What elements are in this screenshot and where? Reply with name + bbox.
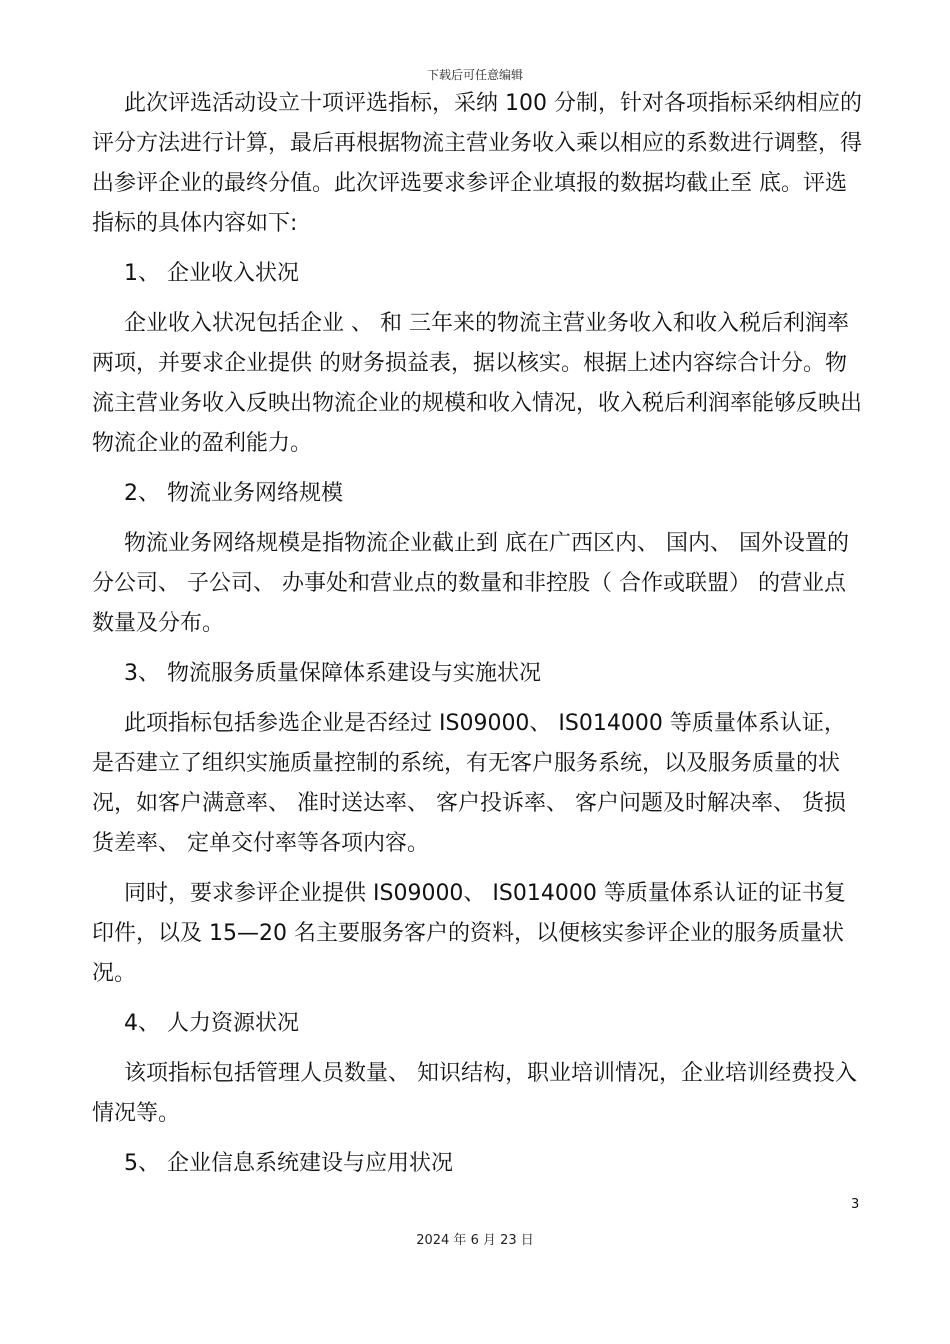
paragraph: 该项指标包括管理人员数量、 知识结构，职业培训情况，企业培训经费投入情况等。 <box>92 1061 857 1126</box>
page-footer-date: 2024 年 6 月 23 日 <box>416 1233 534 1248</box>
section-heading: 4、 人力资源状况 <box>124 1011 299 1036</box>
section-heading: 2、 物流业务网络规模 <box>124 481 343 506</box>
page-header: 下载后可任意编辑 <box>426 68 523 82</box>
section-heading: 1、 企业收入状况 <box>124 261 299 286</box>
section-heading: 5、 企业信息系统建设与应用状况 <box>124 1151 453 1176</box>
paragraph: 此次评选活动设立十项评选指标，采纳 100 分制，针对各项指标采纳相应的评分方法进行计算，最后再根据物流主营业务收入乘以相应的系数进行调整，得出参评企业的最终分值。此次评选要求参评企业填报的数据均截止至 底。评选指标的具体内容如下: <box>92 91 863 236</box>
paragraph: 物流业务网络规模是指物流企业截止到 底在广西区内、 国内、 国外设置的分公司、 子公司、 办事处和营业点的数量和非控股（ 合作或联盟） 的营业点数量及分布。 <box>92 531 849 636</box>
paragraph: 此项指标包括参选企业是否经过 IS09000、 IS014000 等质量体系认证，是否建立了组织实施质量控制的系统，有无客户服务系统，以及服务质量的状况，如客户满意率、 准时送达率、 客户投诉率、 客户问题及时解决率、 货损货差率、 定单交付率等各项内容。 <box>92 711 846 856</box>
document-body <box>92 84 862 1184</box>
section-heading: 3、 物流服务质量保障体系建设与实施状况 <box>124 661 541 686</box>
paragraph: 企业收入状况包括企业 、 和 三年来的物流主营业务收入和收入税后利润率两项，并要求企业提供 的财务损益表，据以核实。根据上述内容综合计分。物流主营业务收入反映出物流企业的规模和收入情况，收入税后利润率能够反映出物流企业的盈利能力。 <box>92 311 863 456</box>
paragraph: 同时，要求参评企业提供 IS09000、 IS014000 等质量体系认证的证书复印件，以及 15—20 名主要服务客户的资料，以便核实参评企业的服务质量状况。 <box>92 881 846 986</box>
page-number: 3 <box>851 1197 860 1212</box>
